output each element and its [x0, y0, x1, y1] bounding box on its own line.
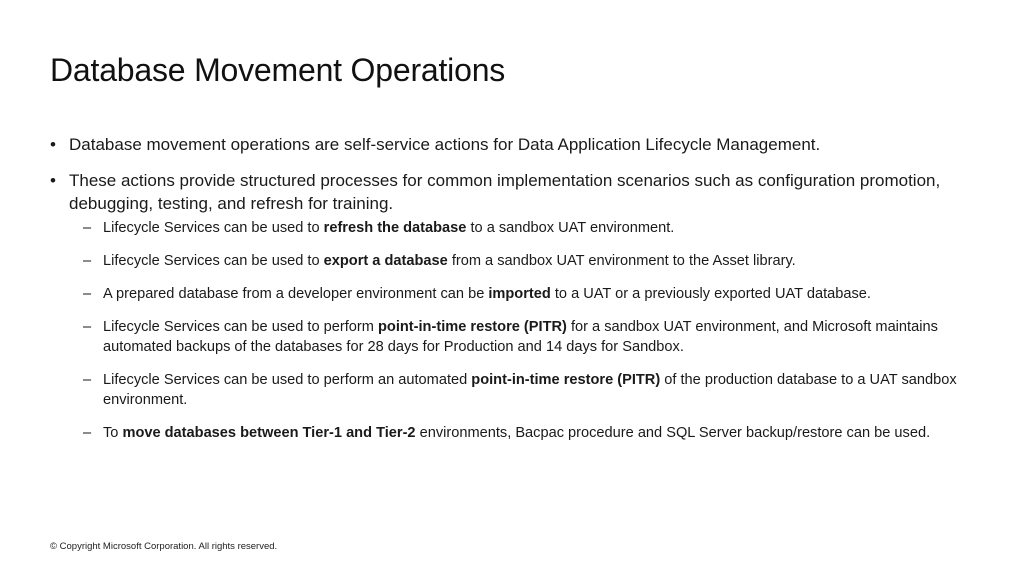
- sub-bullet-emphasis: point-in-time restore (PITR): [377, 319, 567, 335]
- dash-marker: –: [83, 286, 92, 302]
- sub-bullet-item: [83, 284, 970, 304]
- bullet-text: These actions provide structured processes for common implementation scenarios such as configuration promotion, debugging, testing, and refresh for training.: [69, 171, 941, 213]
- dash-marker: –: [83, 319, 92, 335]
- bullet-text: Database movement operations are self-service actions for Data Application Lifecycle Management.: [69, 135, 821, 154]
- sub-bullet-text: A prepared database from a developer environment can be: [103, 286, 489, 302]
- sub-bullet-text: environments, Bacpac procedure and SQL Server backup/restore can be used.: [415, 425, 931, 441]
- bullet-marker: •: [50, 135, 56, 154]
- sub-bullet-text: Lifecycle Services can be used to: [103, 253, 324, 269]
- sub-bullet-text: Lifecycle Services can be used to perform: [103, 319, 378, 335]
- sub-bullet-emphasis: move databases between Tier-1 and Tier-2: [122, 425, 416, 441]
- dash-marker: –: [83, 220, 92, 236]
- sub-bullet-text: for a sandbox UAT environment, and Microsoft maintains automated backups of the databases for 28 days for Production and 14 days for Sandbox.: [103, 319, 938, 355]
- dash-marker: –: [83, 372, 92, 388]
- page-title: Database Movement Operations: [50, 52, 506, 88]
- sub-bullet-text: of the production database to a UAT sandbox environment.: [103, 372, 957, 408]
- sub-bullet-text: Lifecycle Services can be used to: [103, 220, 324, 236]
- sub-bullet-text: to a sandbox UAT environment.: [466, 220, 675, 236]
- bullet-list: [50, 133, 970, 456]
- sub-bullet-item: [83, 251, 970, 271]
- sub-bullet-item: [83, 218, 970, 238]
- sub-bullet-list: [69, 218, 970, 443]
- sub-bullet-text: Lifecycle Services can be used to perform an automated: [103, 372, 472, 388]
- sub-bullet-item: [83, 370, 970, 410]
- sub-bullet-item: [83, 423, 970, 443]
- dash-marker: –: [83, 253, 92, 269]
- sub-bullet-text: to a UAT or a previously exported UAT database.: [550, 286, 871, 302]
- bullet-item: [50, 133, 970, 156]
- sub-bullet-emphasis: point-in-time restore (PITR): [471, 372, 661, 388]
- sub-bullet-text: from a sandbox UAT environment to the Asset library.: [447, 253, 796, 269]
- sub-bullet-emphasis: export a database: [323, 253, 448, 269]
- copyright-notice: © Copyright Microsoft Corporation. All rights reserved.: [50, 541, 278, 552]
- sub-bullet-item: [83, 317, 970, 357]
- sub-bullet-text: To: [103, 425, 123, 441]
- sub-bullet-emphasis: refresh the database: [323, 220, 467, 236]
- bullet-marker: •: [50, 171, 56, 190]
- sub-bullet-emphasis: imported: [488, 286, 551, 302]
- dash-marker: –: [83, 425, 92, 441]
- bullet-item: [50, 169, 970, 443]
